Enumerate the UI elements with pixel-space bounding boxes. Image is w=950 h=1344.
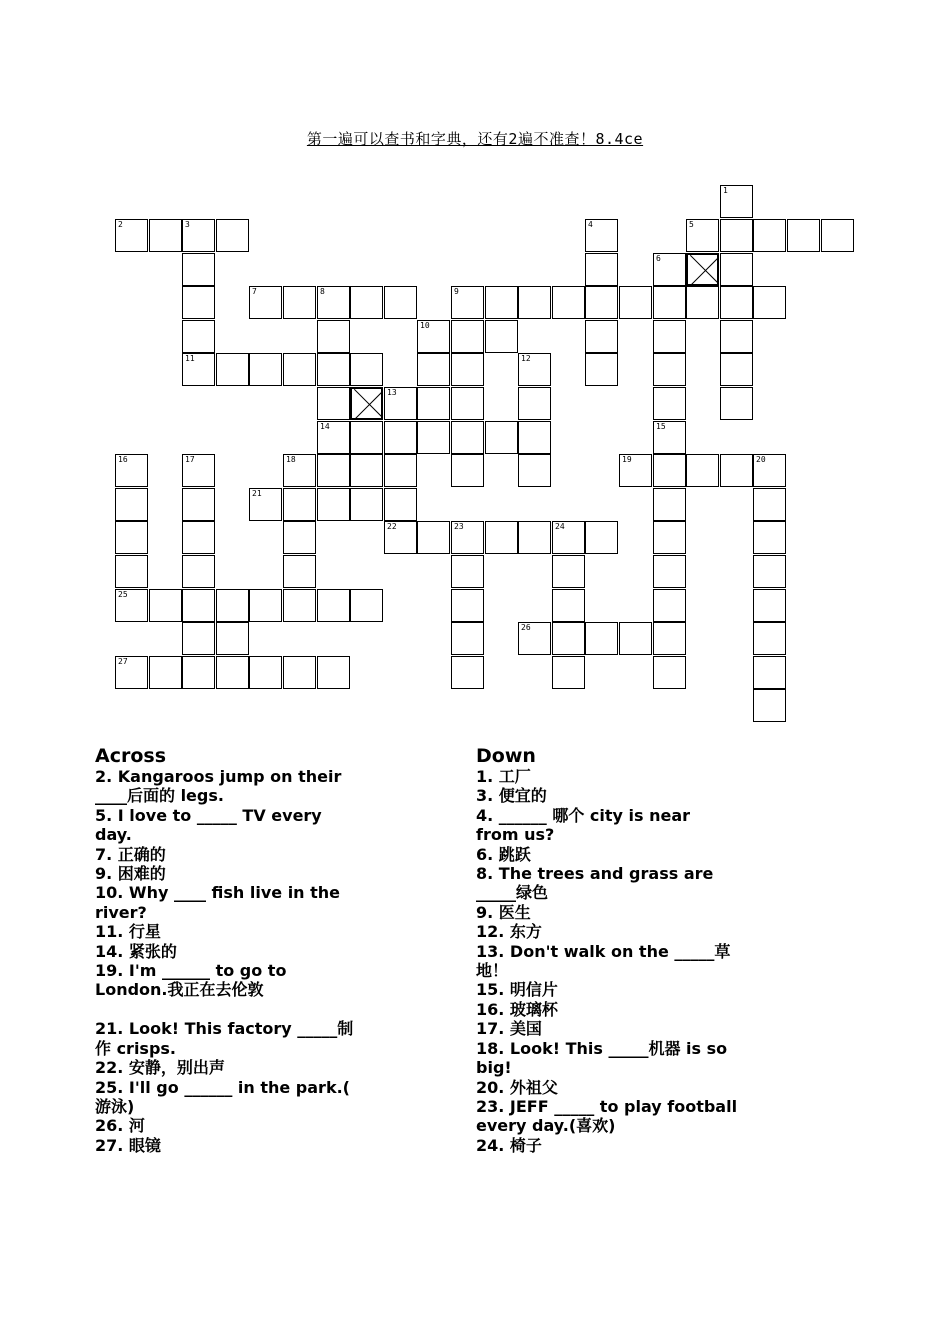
grid-cell[interactable] bbox=[216, 219, 249, 252]
down-clue: 16. 玻璃杯 bbox=[476, 999, 558, 1019]
grid-cell[interactable] bbox=[753, 689, 786, 722]
grid-cell[interactable] bbox=[350, 421, 383, 454]
grid-cell[interactable] bbox=[653, 488, 686, 521]
crossed-cell[interactable] bbox=[350, 387, 383, 420]
grid-cell[interactable] bbox=[317, 320, 350, 353]
across-clue: 26. 河 bbox=[95, 1116, 145, 1136]
grid-cell[interactable] bbox=[384, 421, 417, 454]
grid-cell[interactable] bbox=[753, 589, 786, 622]
grid-cell[interactable] bbox=[451, 353, 484, 386]
cell-number: 11 bbox=[185, 354, 195, 363]
across-clue: 14. 紧张的 bbox=[95, 941, 177, 961]
grid-cell[interactable] bbox=[720, 219, 753, 252]
page-title: 第一遍可以查书和字典，还有2遍不准查！8.4ce bbox=[306, 130, 644, 148]
grid-cell[interactable] bbox=[753, 219, 786, 252]
cell-number: 23 bbox=[454, 522, 464, 531]
grid-cell[interactable] bbox=[686, 286, 719, 319]
grid-cell[interactable] bbox=[753, 286, 786, 319]
grid-cell[interactable] bbox=[552, 589, 585, 622]
grid-cell[interactable] bbox=[518, 286, 551, 319]
cell-number: 6 bbox=[656, 254, 661, 263]
down-clue: 8. The trees and grass are _____绿色 bbox=[476, 864, 714, 903]
grid-cell[interactable] bbox=[182, 286, 215, 319]
across-clues bbox=[95, 745, 460, 1155]
grid-cell[interactable] bbox=[451, 387, 484, 420]
grid-cell[interactable] bbox=[451, 622, 484, 655]
cell-number: 3 bbox=[185, 220, 190, 229]
cell-number: 25 bbox=[118, 590, 128, 599]
cell-number: 27 bbox=[118, 657, 128, 666]
cell-number: 4 bbox=[588, 220, 593, 229]
grid-cell[interactable] bbox=[821, 219, 854, 252]
across-clue: 9. 困难的 bbox=[95, 864, 166, 884]
down-heading: Down bbox=[476, 745, 536, 767]
across-clue: 27. 眼镜 bbox=[95, 1135, 161, 1155]
grid-cell[interactable] bbox=[552, 555, 585, 588]
cell-number: 13 bbox=[387, 388, 397, 397]
grid-cell[interactable] bbox=[249, 488, 282, 521]
grid-cell[interactable] bbox=[485, 521, 518, 554]
grid-cell[interactable] bbox=[216, 353, 249, 386]
grid-cell[interactable] bbox=[720, 185, 753, 218]
grid-cell[interactable] bbox=[653, 656, 686, 689]
grid-cell[interactable] bbox=[653, 555, 686, 588]
down-clue: 4. ______ 哪个 city is near from us? bbox=[476, 805, 691, 845]
grid-cell[interactable] bbox=[182, 555, 215, 588]
grid-cell[interactable] bbox=[384, 488, 417, 521]
grid-cell[interactable] bbox=[182, 521, 215, 554]
grid-cell[interactable] bbox=[249, 589, 282, 622]
cell-number: 1 bbox=[723, 186, 728, 195]
across-clue: 10. Why ____ fish live in the river? bbox=[95, 883, 341, 922]
grid-cell[interactable] bbox=[585, 521, 618, 554]
grid-cell[interactable] bbox=[619, 454, 652, 487]
grid-cell[interactable] bbox=[518, 421, 551, 454]
grid-cell[interactable] bbox=[451, 555, 484, 588]
cell-number: 15 bbox=[656, 422, 666, 431]
grid-cell[interactable] bbox=[485, 286, 518, 319]
grid-cell[interactable] bbox=[753, 521, 786, 554]
down-clue: 9. 医生 bbox=[476, 902, 531, 922]
cell-number: 10 bbox=[420, 321, 430, 330]
grid-cell[interactable] bbox=[518, 454, 551, 487]
crossed-cell[interactable] bbox=[686, 253, 719, 286]
grid-cell[interactable] bbox=[317, 656, 350, 689]
grid-cell[interactable] bbox=[417, 353, 450, 386]
grid-cell[interactable] bbox=[653, 320, 686, 353]
grid-cell[interactable] bbox=[653, 253, 686, 286]
down-clue: 3. 便宜的 bbox=[476, 786, 547, 806]
grid-cell[interactable] bbox=[653, 286, 686, 319]
down-clue: 18. Look! This _____机器 is so big! bbox=[476, 1038, 728, 1078]
cell-number: 12 bbox=[521, 354, 531, 363]
grid-cell[interactable] bbox=[552, 656, 585, 689]
cell-number: 17 bbox=[185, 455, 195, 464]
grid-cell[interactable] bbox=[518, 387, 551, 420]
grid-cell[interactable] bbox=[585, 353, 618, 386]
grid-cell[interactable] bbox=[451, 521, 484, 554]
cell-number: 21 bbox=[252, 489, 262, 498]
grid-cell[interactable] bbox=[518, 353, 551, 386]
grid-cell[interactable] bbox=[417, 421, 450, 454]
across-heading: Across bbox=[95, 745, 167, 767]
across-clue: 5. I love to _____ TV every day. bbox=[95, 805, 322, 845]
grid-cell[interactable] bbox=[317, 488, 350, 521]
grid-cell[interactable] bbox=[451, 656, 484, 689]
down-clue: 15. 明信片 bbox=[476, 980, 558, 1000]
grid-cell[interactable] bbox=[686, 454, 719, 487]
cell-number: 16 bbox=[118, 455, 128, 464]
grid-cell[interactable] bbox=[249, 286, 282, 319]
cell-number: 7 bbox=[252, 287, 257, 296]
grid-cell[interactable] bbox=[753, 622, 786, 655]
grid-cell[interactable] bbox=[350, 286, 383, 319]
grid-cell[interactable] bbox=[182, 454, 215, 487]
grid-cell[interactable] bbox=[384, 286, 417, 319]
grid-cell[interactable] bbox=[619, 286, 652, 319]
grid-cell[interactable] bbox=[653, 387, 686, 420]
down-clue: 6. 跳跃 bbox=[476, 844, 531, 864]
grid-cell[interactable] bbox=[283, 555, 316, 588]
grid-cell[interactable] bbox=[317, 286, 350, 319]
cell-number: 9 bbox=[454, 287, 459, 296]
grid-cell[interactable] bbox=[753, 454, 786, 487]
grid-cell[interactable] bbox=[485, 421, 518, 454]
grid-cell[interactable] bbox=[451, 320, 484, 353]
grid-cell[interactable] bbox=[249, 353, 282, 386]
grid-cell[interactable] bbox=[720, 353, 753, 386]
grid-cell[interactable] bbox=[283, 286, 316, 319]
down-clue: 23. JEFF _____ to play football every day.(喜欢) bbox=[476, 1096, 738, 1136]
grid-cell[interactable] bbox=[518, 622, 551, 655]
grid-cell[interactable] bbox=[417, 320, 450, 353]
grid-cell[interactable] bbox=[653, 421, 686, 454]
cell-number: 2 bbox=[118, 220, 123, 229]
grid-cell[interactable] bbox=[417, 521, 450, 554]
grid-cell[interactable] bbox=[451, 454, 484, 487]
across-clue: 7. 正确的 bbox=[95, 844, 166, 864]
across-clue: 25. I'll go ______ in the park.( 游泳) bbox=[95, 1077, 350, 1116]
grid-cell[interactable] bbox=[283, 488, 316, 521]
grid-cell[interactable] bbox=[115, 589, 148, 622]
grid-cell[interactable] bbox=[283, 353, 316, 386]
across-clue: 11. 行星 bbox=[95, 922, 161, 942]
grid-cell[interactable] bbox=[317, 454, 350, 487]
grid-cell[interactable] bbox=[182, 320, 215, 353]
grid-cell[interactable] bbox=[686, 219, 719, 252]
grid-cell[interactable] bbox=[317, 353, 350, 386]
across-clue: 19. I'm ______ to go to London.我正在去伦敦 bbox=[95, 961, 287, 1000]
grid-cell[interactable] bbox=[149, 656, 182, 689]
cell-number: 19 bbox=[622, 455, 632, 464]
grid-cell[interactable] bbox=[182, 656, 215, 689]
cell-number: 24 bbox=[555, 522, 565, 531]
across-clue: 2. Kangaroos jump on their ____后面的 legs. bbox=[95, 767, 342, 806]
cell-number: 8 bbox=[320, 287, 325, 296]
grid-cell[interactable] bbox=[283, 454, 316, 487]
across-clue bbox=[95, 1000, 460, 1019]
cell-number: 22 bbox=[387, 522, 397, 531]
grid-cell[interactable] bbox=[753, 555, 786, 588]
grid-cell[interactable] bbox=[149, 589, 182, 622]
grid-cell[interactable] bbox=[451, 589, 484, 622]
grid-cell[interactable] bbox=[115, 521, 148, 554]
grid-cell[interactable] bbox=[182, 353, 215, 386]
grid-cell[interactable] bbox=[216, 622, 249, 655]
grid-cell[interactable] bbox=[182, 622, 215, 655]
grid-cell[interactable] bbox=[485, 320, 518, 353]
grid-cell[interactable] bbox=[585, 286, 618, 319]
grid-cell[interactable] bbox=[653, 454, 686, 487]
grid-cell[interactable] bbox=[317, 589, 350, 622]
grid-cell[interactable] bbox=[115, 488, 148, 521]
grid-cell[interactable] bbox=[585, 253, 618, 286]
grid-cell[interactable] bbox=[115, 656, 148, 689]
down-clue: 20. 外祖父 bbox=[476, 1077, 558, 1097]
grid-cell[interactable] bbox=[115, 454, 148, 487]
grid-cell[interactable] bbox=[317, 421, 350, 454]
grid-cell[interactable] bbox=[720, 286, 753, 319]
grid-cell[interactable] bbox=[350, 353, 383, 386]
cell-number: 26 bbox=[521, 623, 531, 632]
grid-cell[interactable] bbox=[350, 488, 383, 521]
grid-cell[interactable] bbox=[216, 589, 249, 622]
down-clues bbox=[476, 745, 846, 1155]
grid-cell[interactable] bbox=[216, 656, 249, 689]
grid-cell[interactable] bbox=[149, 219, 182, 252]
grid-cell[interactable] bbox=[653, 353, 686, 386]
grid-cell[interactable] bbox=[753, 488, 786, 521]
grid-cell[interactable] bbox=[283, 589, 316, 622]
grid-cell[interactable] bbox=[384, 521, 417, 554]
grid-cell[interactable] bbox=[585, 622, 618, 655]
grid-cell[interactable] bbox=[552, 622, 585, 655]
grid-cell[interactable] bbox=[182, 488, 215, 521]
grid-cell[interactable] bbox=[283, 656, 316, 689]
grid-cell[interactable] bbox=[182, 253, 215, 286]
grid-cell[interactable] bbox=[720, 253, 753, 286]
grid-cell[interactable] bbox=[317, 387, 350, 420]
grid-cell[interactable] bbox=[753, 656, 786, 689]
grid-cell[interactable] bbox=[182, 219, 215, 252]
grid-cell[interactable] bbox=[653, 589, 686, 622]
grid-cell[interactable] bbox=[417, 387, 450, 420]
down-clue: 12. 东方 bbox=[476, 922, 542, 942]
grid-cell[interactable] bbox=[182, 589, 215, 622]
grid-cell[interactable] bbox=[585, 320, 618, 353]
down-clue: 17. 美国 bbox=[476, 1019, 542, 1039]
grid-cell[interactable] bbox=[384, 454, 417, 487]
grid-cell[interactable] bbox=[115, 555, 148, 588]
cell-number: 14 bbox=[320, 422, 330, 431]
grid-cell[interactable] bbox=[249, 656, 282, 689]
down-clue: 24. 椅子 bbox=[476, 1135, 542, 1155]
grid-cell[interactable] bbox=[115, 219, 148, 252]
grid-cell[interactable] bbox=[552, 286, 585, 319]
grid-cell[interactable] bbox=[653, 521, 686, 554]
across-clue: 22. 安静，别出声 bbox=[95, 1058, 225, 1078]
grid-cell[interactable] bbox=[720, 387, 753, 420]
grid-cell[interactable] bbox=[350, 589, 383, 622]
cell-number: 20 bbox=[756, 455, 766, 464]
grid-cell[interactable] bbox=[720, 320, 753, 353]
grid-cell[interactable] bbox=[585, 219, 618, 252]
grid-cell[interactable] bbox=[619, 622, 652, 655]
cell-number: 5 bbox=[689, 220, 694, 229]
grid-cell[interactable] bbox=[451, 286, 484, 319]
down-clue: 1. 工厂 bbox=[476, 767, 531, 786]
grid-cell[interactable] bbox=[518, 521, 551, 554]
grid-cell[interactable] bbox=[451, 421, 484, 454]
grid-cell[interactable] bbox=[787, 219, 820, 252]
cell-number: 18 bbox=[286, 455, 296, 464]
across-clue: 21. Look! This factory _____制 作 crisps. bbox=[95, 1019, 354, 1058]
down-clue: 13. Don't walk on the _____草 地！ bbox=[476, 941, 731, 981]
grid-cell[interactable] bbox=[283, 521, 316, 554]
grid-cell[interactable] bbox=[552, 521, 585, 554]
grid-cell[interactable] bbox=[720, 454, 753, 487]
grid-cell[interactable] bbox=[350, 454, 383, 487]
grid-cell[interactable] bbox=[384, 387, 417, 420]
grid-cell[interactable] bbox=[653, 622, 686, 655]
